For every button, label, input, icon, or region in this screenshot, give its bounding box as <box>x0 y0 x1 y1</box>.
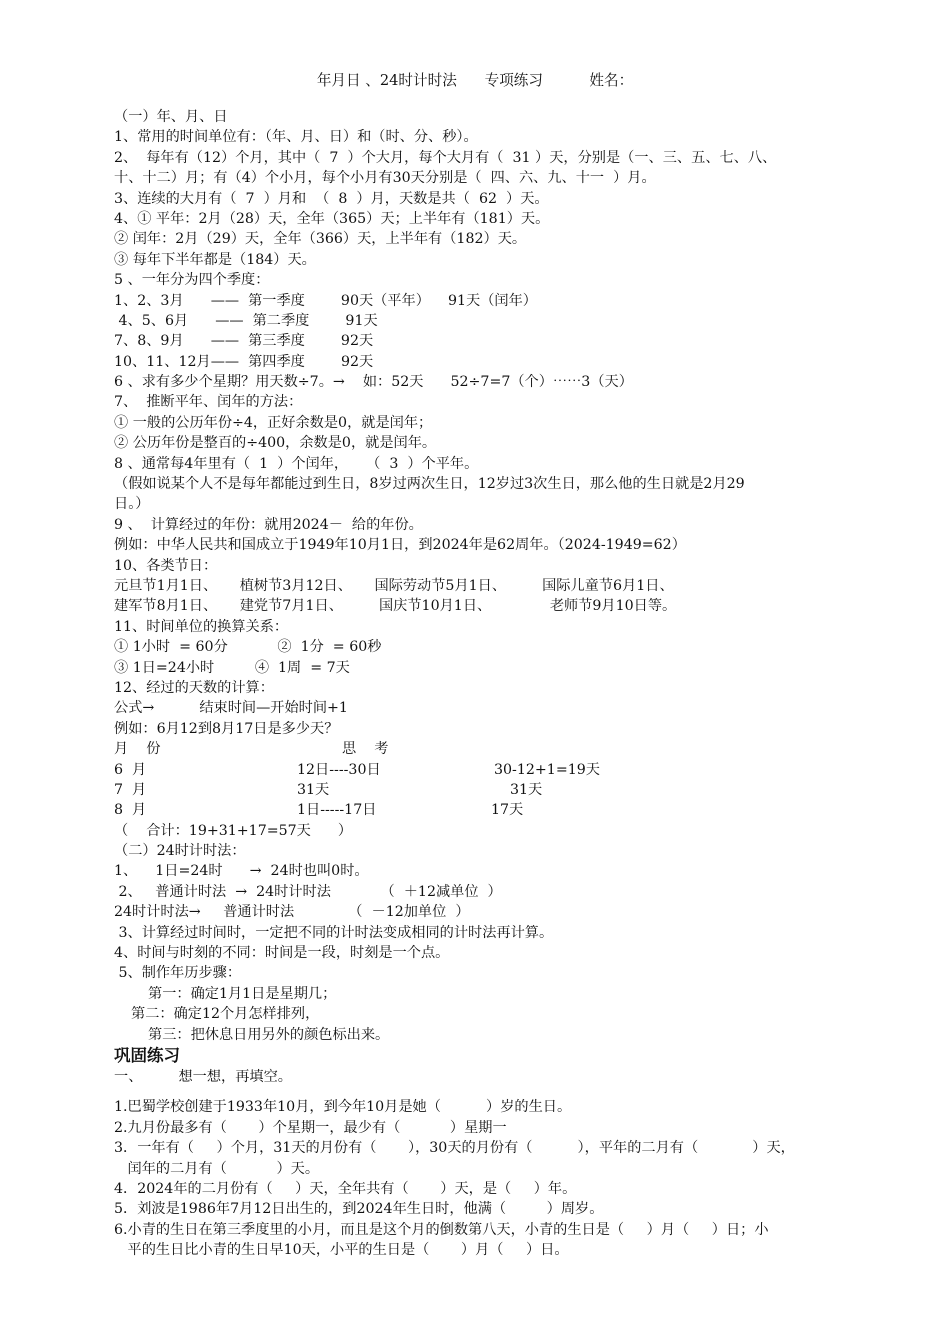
step-line: 第三：把休息日用另外的颜色标出来。 <box>148 1026 390 1043</box>
text-line: 8 、通常每4年里有（ 1 ）个闰年， （ 3 ）个平年。 <box>114 455 479 472</box>
text-line: 5 、一年分为四个季度： <box>114 272 270 289</box>
calc-table-row <box>114 800 894 820</box>
text-line: 1、 1日=24时 → 24时也叫0时。 <box>114 863 369 880</box>
calc-header-month: 月 份 <box>114 741 161 758</box>
exercise-item: 闰年的二月有（ ）天。 <box>114 1160 320 1177</box>
spacer <box>114 1087 894 1097</box>
season-line: 1、2、3月 —— 第一季度 90天（平年） 91天（闰年） <box>114 292 537 309</box>
calc-cell-days: 31天 <box>510 781 543 798</box>
text-line: 11、时间单位的换算关系： <box>114 618 289 635</box>
text-line: 6 、求有多少个星期？用天数÷7。→ 如：52天 52÷7=7（个）⋯⋯3（天） <box>114 374 633 391</box>
text-line: 4、时间与时刻的不同：时间是一段，时刻是一个点。 <box>114 945 450 962</box>
worksheet-body <box>114 107 894 1260</box>
text-line: 例如：中华人民共和国成立于1949年10月1日，到2024年是62周年。（2024-1949=62） <box>114 537 686 554</box>
text-line: 十、十二）月；有（4）个小月，每个小月有30天分别是（ 四、六、九、十一 ）月。 <box>114 170 656 187</box>
step-line: 第二：确定12个月怎样排列， <box>131 1006 320 1023</box>
text-line: ① 一般的公历年份÷4，正好余数是0，就是闰年； <box>114 414 433 431</box>
text-line: 1、常用的时间单位有：（年、月、日）和（时、分、秒）。 <box>114 129 478 146</box>
exercise-item: 1.巴蜀学校创建于1933年10月，到今年10月是她（ ）岁的生日。 <box>114 1099 572 1116</box>
calc-header-think: 思 考 <box>342 741 389 758</box>
section-heading: （一）年、月、日 <box>114 109 228 125</box>
step-line: 第一：确定1月1日是星期几； <box>148 985 337 1002</box>
calc-cell-days: 30-12+1=19天 <box>494 761 600 778</box>
exercise-item: 6.小青的生日在第三季度里的小月，而且是这个月的倒数第八天，小青的生日是（ ）月（ ）日；小 <box>114 1221 769 1238</box>
page-title: 年月日 、24时计时法 专项练习 姓名： <box>316 72 634 89</box>
season-line: 10、11、12月—— 第四季度 92天 <box>114 353 374 370</box>
text-line: ③ 每年下半年都是（184）天。 <box>114 251 316 268</box>
calc-cell-month: 8 月 <box>114 802 147 819</box>
practice-heading: 巩固练习 <box>114 1045 180 1065</box>
season-line: 4、5、6月 —— 第二季度 91天 <box>114 312 378 329</box>
text-line: 4、① 平年：2月（28）天，全年（365）天；上半年有（181）天。 <box>114 210 550 227</box>
calc-cell-days: 17天 <box>491 802 524 819</box>
calc-cell-month: 6 月 <box>114 761 147 778</box>
exercise-item: 3．一年有（ ）个月，31天的月份有（ ），30天的月份有（ ），平年的二月有（ ）天， <box>114 1140 795 1157</box>
holiday-line: 元旦节1月1日、 植树节3月12日、 国际劳动节5月1日、 国际儿童节6月1日、 <box>114 577 674 594</box>
calc-table-total: （ 合计：19+31+17=57天 ） <box>114 822 353 839</box>
exercise-item: 2.九月份最多有（ ）个星期一，最少有（ ）星期一 <box>114 1119 507 1136</box>
calc-cell-month: 7 月 <box>114 781 147 798</box>
text-line: 公式→ 结束时间—开始时间+1 <box>114 700 348 717</box>
calc-cell-range: 1日-----17日 <box>297 802 377 819</box>
exercise-item: 平的生日比小青的生日早10天，小平的生日是（ ）月（ ）日。 <box>114 1242 569 1259</box>
calc-table-header <box>114 739 894 759</box>
calc-table-row <box>114 780 894 800</box>
season-line: 7、8、9月 —— 第三季度 92天 <box>114 333 374 350</box>
calc-cell-range: 12日----30日 <box>297 761 381 778</box>
text-line: ① 1小时 = 60分 ② 1分 = 60秒 <box>114 639 382 656</box>
text-line: 9 、 计算经过的年份：就用2024－ 给的年份。 <box>114 516 423 533</box>
exercise-item: 4．2024年的二月份有（ ）天，全年共有（ ）天，是（ ）年。 <box>114 1180 577 1197</box>
text-line: 12、经过的天数的计算： <box>114 679 274 696</box>
section-heading: （二）24时计时法： <box>114 843 246 860</box>
practice-subheading: 一、 想一想，再填空。 <box>114 1068 292 1085</box>
calc-cell-range: 31天 <box>297 781 330 798</box>
text-line: 7、 推断平年、闰年的方法： <box>114 394 303 411</box>
text-line: 2、 普通计时法 → 24时计时法 （ ＋12减单位 ） <box>114 883 502 900</box>
text-line: 3、计算经过时间时，一定把不同的计时法变成相同的计时法再计算。 <box>114 924 554 941</box>
text-line: ② 公历年份是整百的÷400，余数是0，就是闰年。 <box>114 435 437 452</box>
exercise-item: 5．刘波是1986年7月12日出生的，到2024年生日时，他满（ ）周岁。 <box>114 1201 604 1218</box>
text-line: 24时计时法→ 普通计时法 （ －12加单位 ） <box>114 904 470 921</box>
text-line: ② 闰年：2月（29）天，全年（366）天，上半年有（182）天。 <box>114 231 527 248</box>
text-line: 10、各类节日： <box>114 557 218 574</box>
calc-table-row <box>114 760 894 780</box>
holiday-line: 建军节8月1日、 建党节7月1日、 国庆节10月1日、 老师节9月10日等。 <box>114 598 677 615</box>
text-line: （假如说某个人不是每年都能过到生日，8岁过两次生日，12岁过3次生日，那么他的生日就是2月29 <box>114 476 745 493</box>
text-line: 日。） <box>114 496 150 513</box>
text-line: 3、连续的大月有（ 7 ）月和 （ 8 ）月，天数是共（ 62 ）天。 <box>114 190 549 207</box>
text-line: ③ 1日=24小时 ④ 1周 = 7天 <box>114 659 350 676</box>
text-line: 5、制作年历步骤： <box>114 965 242 982</box>
text-line: 例如：6月12到8月17日是多少天？ <box>114 720 339 737</box>
text-line: 2、 每年有（12）个月，其中（ 7 ）个大月，每个大月有（ 31 ）天，分别是（一、三、五、七、八、 <box>114 149 777 166</box>
